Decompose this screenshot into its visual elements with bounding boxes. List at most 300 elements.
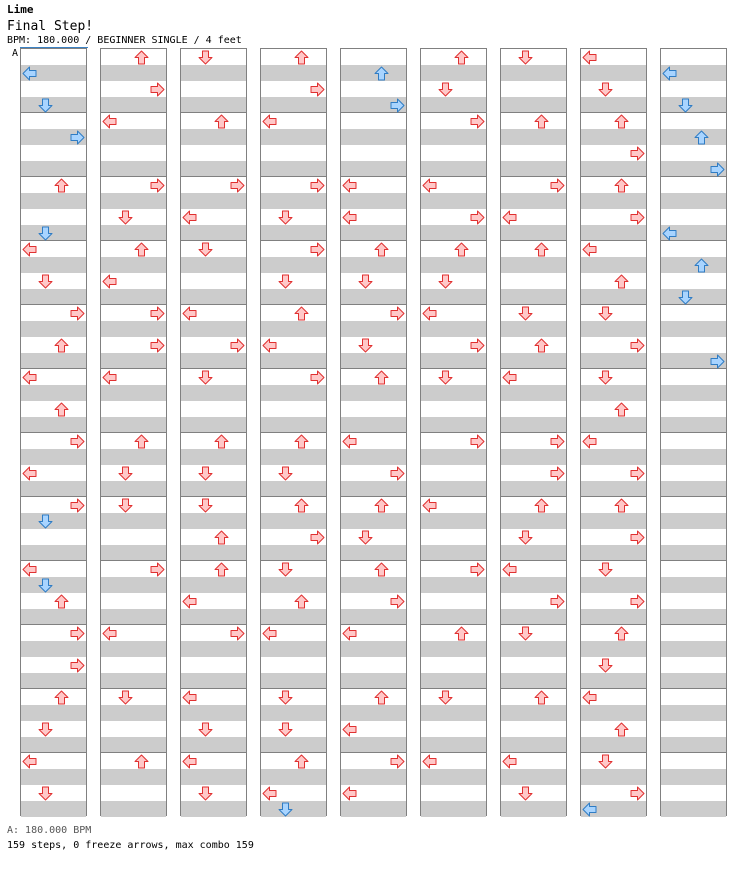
beat-band	[501, 257, 566, 273]
beat-band	[261, 129, 326, 145]
beat-band	[421, 481, 486, 497]
step-arrow-left-icon	[342, 434, 357, 449]
step-arrow-down-icon	[518, 626, 533, 641]
measure-line	[581, 112, 646, 113]
measure-line	[261, 304, 326, 305]
measure-line	[581, 624, 646, 625]
measure-line	[21, 176, 86, 177]
chart-column	[260, 48, 327, 816]
beat-band	[661, 641, 726, 657]
measure-line	[101, 112, 166, 113]
step-arrow-up-icon	[454, 242, 469, 257]
beat-band	[581, 449, 646, 465]
beat-band	[661, 417, 726, 433]
chart-column	[180, 48, 247, 816]
beat-band	[261, 193, 326, 209]
step-arrow-down-icon	[598, 306, 613, 321]
beat-band	[341, 609, 406, 625]
step-arrow-right-icon	[150, 306, 165, 321]
beat-band	[341, 705, 406, 721]
measure-line	[501, 304, 566, 305]
step-arrow-up-icon	[374, 562, 389, 577]
beat-band	[421, 417, 486, 433]
beat-band	[261, 609, 326, 625]
step-arrow-left-icon	[262, 786, 277, 801]
measure-line	[661, 304, 726, 305]
artist-name: Lime	[7, 3, 34, 16]
chart-meta: BPM: 180.000 / BEGINNER SINGLE / 4 feet	[7, 35, 242, 46]
step-arrow-left-icon	[102, 370, 117, 385]
step-arrow-left-icon	[582, 50, 597, 65]
beat-band	[101, 481, 166, 497]
beat-band	[261, 641, 326, 657]
beat-band	[181, 577, 246, 593]
step-arrow-left-icon	[182, 306, 197, 321]
step-arrow-left-icon	[342, 178, 357, 193]
beat-band	[421, 385, 486, 401]
measure-line	[581, 304, 646, 305]
chart-column	[500, 48, 567, 816]
beat-band	[501, 705, 566, 721]
measure-line	[501, 368, 566, 369]
beat-band	[181, 385, 246, 401]
beat-band	[21, 97, 86, 113]
step-arrow-up-icon	[294, 498, 309, 513]
step-arrow-left-icon	[182, 210, 197, 225]
beat-band	[581, 769, 646, 785]
beat-band	[101, 385, 166, 401]
measure-line	[261, 112, 326, 113]
step-arrow-up-icon	[614, 114, 629, 129]
step-arrow-left-icon	[422, 498, 437, 513]
step-arrow-right-icon	[150, 178, 165, 193]
step-arrow-up-icon	[694, 258, 709, 273]
measure-line	[101, 240, 166, 241]
step-arrow-up-icon	[294, 594, 309, 609]
step-arrow-down-icon	[438, 274, 453, 289]
beat-band	[21, 609, 86, 625]
beat-band	[101, 161, 166, 177]
measure-line	[181, 624, 246, 625]
measure-line	[181, 112, 246, 113]
beat-band	[181, 673, 246, 689]
beat-band	[581, 609, 646, 625]
measure-line	[501, 432, 566, 433]
beat-band	[501, 161, 566, 177]
measure-line	[181, 752, 246, 753]
step-arrow-down-icon	[198, 370, 213, 385]
beat-band	[581, 193, 646, 209]
step-arrow-left-icon	[22, 562, 37, 577]
beat-band	[21, 257, 86, 273]
step-arrow-left-icon	[582, 242, 597, 257]
step-arrow-right-icon	[230, 178, 245, 193]
beat-band	[341, 161, 406, 177]
step-arrow-right-icon	[310, 370, 325, 385]
beat-band	[181, 609, 246, 625]
beat-band	[581, 545, 646, 561]
step-arrow-left-icon	[342, 626, 357, 641]
measure-line	[581, 752, 646, 753]
beat-band	[421, 129, 486, 145]
beat-band	[101, 673, 166, 689]
beat-band	[21, 737, 86, 753]
step-arrow-down-icon	[358, 338, 373, 353]
step-arrow-down-icon	[438, 690, 453, 705]
beat-band	[261, 161, 326, 177]
step-arrow-left-icon	[182, 594, 197, 609]
step-arrow-down-icon	[38, 98, 53, 113]
step-arrow-up-icon	[614, 498, 629, 513]
measure-line	[261, 688, 326, 689]
measure-line	[421, 688, 486, 689]
beat-band	[261, 705, 326, 721]
beat-band	[421, 609, 486, 625]
beat-band	[181, 353, 246, 369]
measure-line	[421, 432, 486, 433]
measure-line	[21, 368, 86, 369]
measure-line	[421, 176, 486, 177]
step-arrow-up-icon	[614, 178, 629, 193]
step-arrow-down-icon	[438, 82, 453, 97]
step-arrow-up-icon	[534, 338, 549, 353]
beat-band	[101, 97, 166, 113]
measure-line	[101, 688, 166, 689]
step-arrow-down-icon	[518, 530, 533, 545]
beat-band	[581, 97, 646, 113]
beat-band	[421, 673, 486, 689]
beat-band	[581, 257, 646, 273]
beat-band	[661, 737, 726, 753]
beat-band	[261, 353, 326, 369]
measure-line	[21, 496, 86, 497]
beat-band	[181, 801, 246, 817]
step-arrow-down-icon	[38, 578, 53, 593]
beat-band	[101, 257, 166, 273]
step-arrow-right-icon	[630, 146, 645, 161]
measure-line	[261, 368, 326, 369]
beat-band	[501, 417, 566, 433]
beat-band	[341, 513, 406, 529]
measure-line	[581, 368, 646, 369]
beat-band	[101, 225, 166, 241]
step-arrow-left-icon	[422, 178, 437, 193]
beat-band	[501, 481, 566, 497]
measure-line	[101, 496, 166, 497]
step-arrow-down-icon	[278, 722, 293, 737]
step-arrow-up-icon	[214, 114, 229, 129]
beat-band	[421, 737, 486, 753]
step-arrow-down-icon	[678, 98, 693, 113]
beat-band	[661, 609, 726, 625]
beat-band	[181, 481, 246, 497]
step-arrow-up-icon	[134, 434, 149, 449]
beat-band	[581, 225, 646, 241]
measure-line	[341, 240, 406, 241]
measure-line	[181, 688, 246, 689]
beat-band	[661, 289, 726, 305]
beat-band	[421, 257, 486, 273]
measure-line	[421, 368, 486, 369]
measure-line	[661, 688, 726, 689]
measure-line	[181, 304, 246, 305]
measure-line	[181, 240, 246, 241]
beat-band	[181, 289, 246, 305]
measure-line	[581, 176, 646, 177]
step-arrow-left-icon	[422, 754, 437, 769]
beat-band	[21, 801, 86, 817]
step-arrow-up-icon	[214, 530, 229, 545]
step-arrow-up-icon	[214, 434, 229, 449]
beat-band	[661, 769, 726, 785]
measure-line	[261, 560, 326, 561]
beat-band	[661, 321, 726, 337]
beat-band	[421, 705, 486, 721]
beat-band	[501, 801, 566, 817]
step-arrow-up-icon	[294, 50, 309, 65]
step-arrow-right-icon	[470, 338, 485, 353]
step-arrow-down-icon	[278, 210, 293, 225]
beat-band	[421, 161, 486, 177]
step-arrow-down-icon	[518, 306, 533, 321]
step-arrow-down-icon	[198, 50, 213, 65]
beat-band	[501, 737, 566, 753]
measure-line	[341, 496, 406, 497]
step-arrow-left-icon	[422, 306, 437, 321]
beat-band	[261, 321, 326, 337]
measure-line	[421, 112, 486, 113]
step-arrow-up-icon	[614, 274, 629, 289]
beat-band	[661, 545, 726, 561]
beat-band	[101, 129, 166, 145]
measure-line	[261, 624, 326, 625]
step-arrow-left-icon	[102, 274, 117, 289]
step-arrow-up-icon	[534, 498, 549, 513]
step-arrow-down-icon	[598, 562, 613, 577]
step-arrow-down-icon	[38, 786, 53, 801]
beat-band	[181, 737, 246, 753]
beat-band	[501, 129, 566, 145]
step-arrow-right-icon	[230, 338, 245, 353]
beat-band	[181, 161, 246, 177]
beat-band	[101, 769, 166, 785]
step-arrow-down-icon	[38, 722, 53, 737]
measure-line	[101, 176, 166, 177]
beat-band	[581, 481, 646, 497]
step-arrow-down-icon	[518, 786, 533, 801]
beat-band	[181, 193, 246, 209]
beat-band	[581, 161, 646, 177]
step-arrow-left-icon	[502, 562, 517, 577]
step-arrow-down-icon	[278, 562, 293, 577]
measure-line	[501, 176, 566, 177]
beat-band	[21, 513, 86, 529]
step-arrow-up-icon	[294, 434, 309, 449]
beat-band	[501, 321, 566, 337]
beat-band	[581, 577, 646, 593]
beat-band	[261, 545, 326, 561]
step-arrow-right-icon	[150, 82, 165, 97]
step-arrow-up-icon	[294, 306, 309, 321]
step-arrow-right-icon	[470, 562, 485, 577]
step-arrow-left-icon	[342, 786, 357, 801]
step-arrow-up-icon	[374, 370, 389, 385]
step-arrow-down-icon	[38, 226, 53, 241]
beat-band	[501, 513, 566, 529]
beat-band	[21, 289, 86, 305]
step-arrow-right-icon	[550, 434, 565, 449]
step-arrow-left-icon	[22, 466, 37, 481]
step-arrow-down-icon	[678, 290, 693, 305]
beat-band	[581, 513, 646, 529]
step-arrow-up-icon	[214, 562, 229, 577]
step-arrow-right-icon	[70, 434, 85, 449]
measure-line	[21, 112, 86, 113]
measure-line	[341, 368, 406, 369]
step-arrow-right-icon	[70, 306, 85, 321]
step-arrow-up-icon	[374, 690, 389, 705]
chart-column	[420, 48, 487, 816]
step-arrow-down-icon	[118, 690, 133, 705]
beat-band	[581, 417, 646, 433]
measure-line	[501, 240, 566, 241]
beat-band	[261, 737, 326, 753]
beat-band	[21, 321, 86, 337]
step-arrow-right-icon	[630, 210, 645, 225]
step-arrow-right-icon	[390, 754, 405, 769]
beat-band	[501, 289, 566, 305]
step-arrow-up-icon	[134, 242, 149, 257]
beat-band	[101, 417, 166, 433]
measure-line	[101, 304, 166, 305]
step-arrow-up-icon	[54, 690, 69, 705]
step-arrow-down-icon	[198, 498, 213, 513]
measure-line	[181, 432, 246, 433]
beat-band	[421, 769, 486, 785]
step-arrow-right-icon	[70, 498, 85, 513]
chart-column	[100, 48, 167, 816]
beat-band	[501, 65, 566, 81]
measure-line	[581, 432, 646, 433]
measure-line	[501, 496, 566, 497]
beat-band	[261, 801, 326, 817]
step-arrow-right-icon	[550, 178, 565, 193]
step-arrow-down-icon	[198, 466, 213, 481]
measure-line	[21, 752, 86, 753]
beat-band	[341, 289, 406, 305]
beat-band	[661, 673, 726, 689]
step-arrow-down-icon	[598, 82, 613, 97]
beat-band	[101, 289, 166, 305]
step-arrow-right-icon	[150, 338, 165, 353]
step-arrow-right-icon	[390, 306, 405, 321]
step-arrow-left-icon	[102, 114, 117, 129]
measure-line	[661, 432, 726, 433]
measure-line	[581, 496, 646, 497]
step-arrow-up-icon	[54, 178, 69, 193]
beat-band	[21, 577, 86, 593]
step-arrow-up-icon	[534, 690, 549, 705]
beat-band	[181, 97, 246, 113]
beat-band	[341, 225, 406, 241]
step-arrow-down-icon	[278, 802, 293, 817]
beat-band	[501, 609, 566, 625]
measure-line	[661, 496, 726, 497]
measure-line	[661, 112, 726, 113]
step-arrow-up-icon	[374, 242, 389, 257]
chart-column	[580, 48, 647, 816]
beat-band	[101, 641, 166, 657]
beat-band	[581, 321, 646, 337]
step-arrow-right-icon	[630, 466, 645, 481]
beat-band	[261, 449, 326, 465]
beat-band	[341, 353, 406, 369]
step-arrow-up-icon	[134, 754, 149, 769]
step-arrow-down-icon	[358, 274, 373, 289]
measure-line	[661, 560, 726, 561]
step-arrow-left-icon	[262, 626, 277, 641]
step-arrow-down-icon	[198, 722, 213, 737]
beat-band	[261, 577, 326, 593]
measure-line	[101, 560, 166, 561]
measure-line	[21, 240, 86, 241]
beat-band	[261, 769, 326, 785]
step-arrow-up-icon	[454, 50, 469, 65]
beat-band	[661, 449, 726, 465]
step-arrow-left-icon	[502, 210, 517, 225]
measure-line	[341, 752, 406, 753]
step-arrow-up-icon	[54, 402, 69, 417]
step-arrow-left-icon	[582, 802, 597, 817]
step-arrow-right-icon	[550, 466, 565, 481]
beat-band	[501, 641, 566, 657]
step-arrow-up-icon	[454, 626, 469, 641]
measure-line	[421, 624, 486, 625]
step-arrow-right-icon	[470, 210, 485, 225]
step-arrow-up-icon	[614, 626, 629, 641]
step-arrow-up-icon	[694, 130, 709, 145]
step-arrow-down-icon	[118, 466, 133, 481]
measure-line	[501, 112, 566, 113]
beat-band	[181, 65, 246, 81]
step-arrow-right-icon	[550, 594, 565, 609]
beat-band	[581, 641, 646, 657]
step-arrow-up-icon	[374, 498, 389, 513]
step-arrow-up-icon	[54, 594, 69, 609]
step-arrow-left-icon	[662, 66, 677, 81]
measure-line	[101, 752, 166, 753]
beat-band	[21, 417, 86, 433]
beat-band	[101, 65, 166, 81]
step-arrow-down-icon	[358, 530, 373, 545]
chart-column	[20, 48, 87, 816]
beat-band	[341, 737, 406, 753]
step-stats: 159 steps, 0 freeze arrows, max combo 159	[7, 840, 254, 851]
beat-band	[661, 193, 726, 209]
measure-line	[341, 688, 406, 689]
measure-line	[581, 688, 646, 689]
beat-band	[421, 353, 486, 369]
step-arrow-right-icon	[310, 242, 325, 257]
beat-band	[181, 513, 246, 529]
beat-band	[661, 705, 726, 721]
measure-line	[261, 432, 326, 433]
bpm-marker-label: A	[12, 48, 19, 59]
step-arrow-down-icon	[278, 274, 293, 289]
beat-band	[261, 417, 326, 433]
measure-line	[501, 752, 566, 753]
beat-band	[501, 577, 566, 593]
